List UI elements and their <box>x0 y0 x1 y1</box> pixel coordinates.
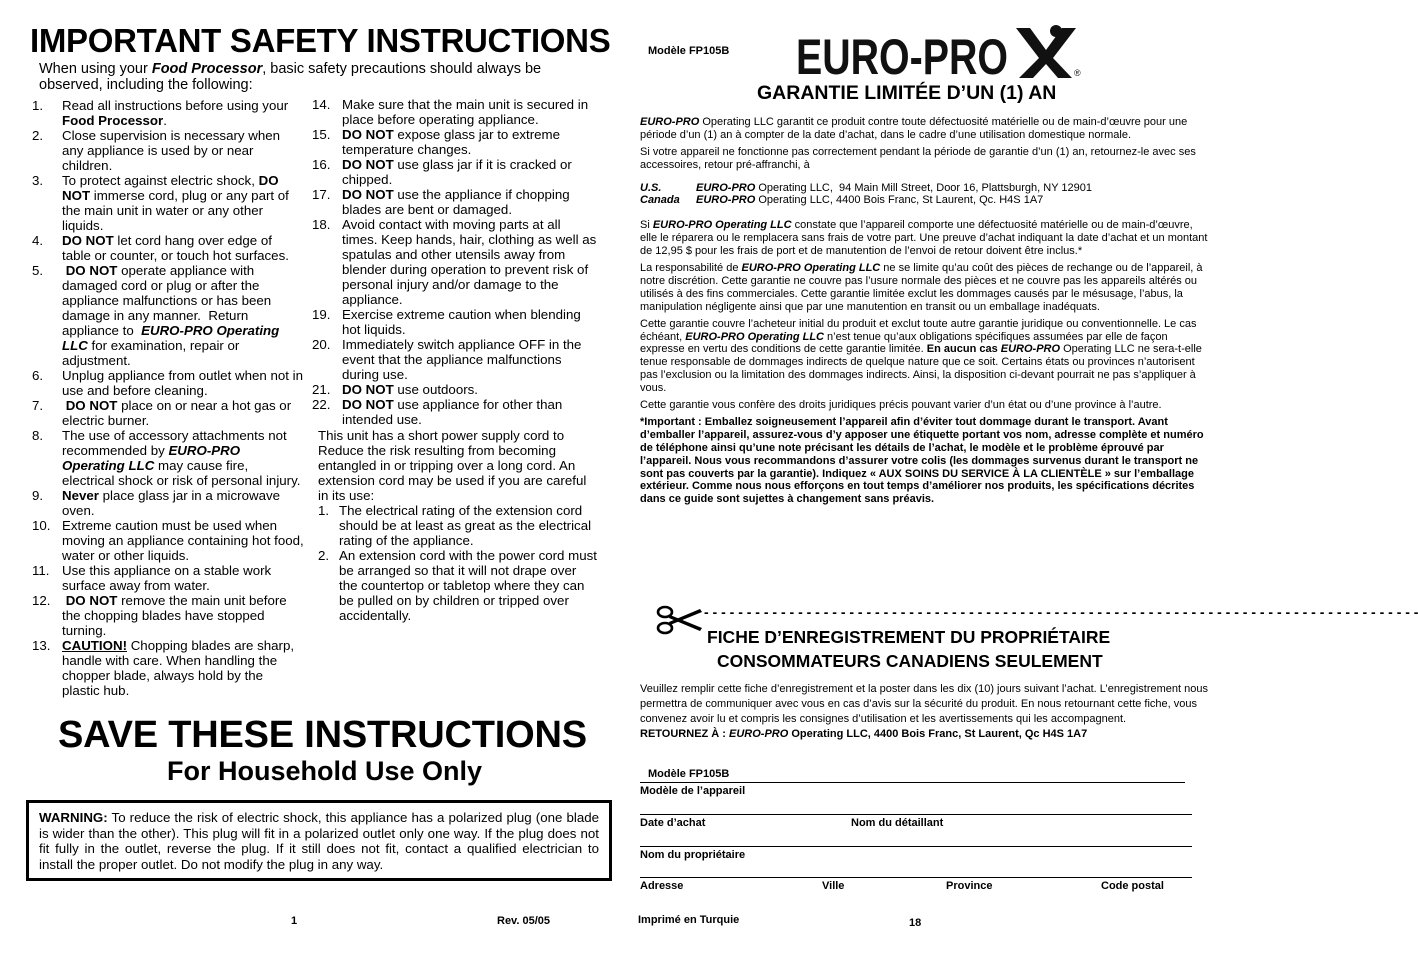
printed-in: Imprimé en Turquie <box>638 914 740 926</box>
cord-text: This unit has a short power supply cord to Reduce the risk resulting from becoming entangled in or tripping over a long cord. An extension cord may be used if you are careful in its use: <box>318 428 587 503</box>
address-country: Canada <box>640 194 680 207</box>
save-instructions-heading: SAVE THESE INSTRUCTIONS <box>58 714 587 756</box>
cord-item <box>312 548 597 623</box>
form-model-value: Modèle FP105B <box>648 768 730 780</box>
list-number: 18. <box>312 217 331 232</box>
warranty-paragraph: Si votre appareil ne fonctionne pas correctement pendant la période de garantie d’un (1) an, retournez-le avec ses accessoires, retour pré-affranchi, à <box>640 146 1196 171</box>
list-number: 14. <box>312 97 331 112</box>
list-number: 22. <box>312 397 331 412</box>
form-province-label: Province <box>946 880 993 892</box>
page-title: IMPORTANT SAFETY INSTRUCTIONS <box>30 22 611 59</box>
safety-item <box>32 638 304 698</box>
logo-registered: ® <box>1074 68 1081 78</box>
list-text: The electrical rating of the extension cord should be at least as great as the electrical rating of the appliance. <box>339 503 592 548</box>
form-line-model[interactable] <box>640 782 1185 783</box>
warranty-paragraph: Cette garantie couvre l’acheteur initial du produit et exclut toute autre garantie juridique ou conventionnelle. Le cas échéant, EURO-PRO Operating LLC n’est tenue qu’aux obligations spécifiques assumées par elle de façon expresse en vertu des conditions de cette garantie limitée. En aucun cas EURO-PRO Operating LLC ne sera-t-elle tenue responsable de dommages indirects de quelque nature que ce soit. Certains états ou provinces n’autorisent pas l’exclusion ou la limitation des dommages indirects. Ainsi, la disposition ci-devant pourrait ne pas s’appliquer à vous. <box>640 317 1202 394</box>
service-address <box>640 194 1210 207</box>
form-owner-label: Nom du propriétaire <box>640 849 746 861</box>
list-number: 20. <box>312 337 331 352</box>
warranty-paragraph: Cette garantie vous confère des droits juridiques précis pouvant varier d’un état ou d’une province à l’autre. <box>640 399 1162 412</box>
list-number: 7. <box>32 398 44 413</box>
intro-text: When using your Food Processor, basic safety precautions should always be observed, including the following: <box>39 61 542 93</box>
warranty-paragraph: La responsabilité de EURO-PRO Operating LLC ne se limite qu’au coût des pièces de rechange ou de l’appareil, à notre discrétion. Cette garantie ne couvre pas l’usure normale des pièces et ne couvre pas les appareils altérés ou utilisés à des fins commerciales. Cette garantie limitée exclut les dommages causés par le mésusage, l’abus, la manipulation négligente ainsi que par une manutention en transit ou un emballage inadéquats. <box>640 262 1203 313</box>
warning-box: WARNING: To reduce the risk of electric shock, this appliance has a polarized plug (one blade is wider than the other). This plug will fit in a polarized outlet only one way. If the plug does not fit fully in the outlet, reverse the plug. If it still does not fit, contact a qualified electrician to install the proper outlet. Do not modify the plug in any way. <box>26 800 612 881</box>
list-text: DO NOT use outdoors. <box>342 382 478 397</box>
safety-list-col1 <box>32 98 304 698</box>
list-number: 8. <box>32 428 44 443</box>
safety-item <box>32 233 304 263</box>
registration-title: FICHE D’ENREGISTREMENT DU PROPRIÉTAIRE <box>707 627 1111 647</box>
safety-item <box>312 397 597 427</box>
list-number: 3. <box>32 173 44 188</box>
euro-pro-logo <box>794 22 1084 85</box>
list-number: 16. <box>312 157 331 172</box>
scissors-icon <box>656 604 704 636</box>
list-text: Close supervision is necessary when any appliance is used by or near children. <box>62 128 281 173</box>
household-use-heading: For Household Use Only <box>167 756 483 786</box>
return-address: RETOURNEZ À : EURO-PRO Operating LLC, 4400 Bois Franc, St Laurent, Qc H4S 1A7 <box>640 728 1088 740</box>
list-text: Make sure that the main unit is secured in place before operating appliance. <box>342 97 589 127</box>
safety-item <box>32 263 304 368</box>
safety-item <box>312 127 597 157</box>
list-number: 21. <box>312 382 331 397</box>
list-text: DO NOT use glass jar if it is cracked or chipped. <box>342 157 572 187</box>
registration-subtitle: CONSOMMATEURS CANADIENS SEULEMENT <box>717 651 1103 671</box>
list-text: DO NOT place on or near a hot gas or electric burner. <box>62 398 292 428</box>
list-text: DO NOT use appliance for other than intended use. <box>342 397 563 427</box>
safety-item <box>32 518 304 563</box>
list-number: 1. <box>318 503 330 518</box>
safety-item <box>32 368 304 398</box>
safety-item <box>32 563 304 593</box>
safety-item <box>312 307 597 337</box>
list-text: DO NOT operate appliance with damaged cord or plug or after the appliance malfunctions or has been damage in any manner. Return appliance to EURO-PRO Operating LLC for examination, repair or adjustment. <box>62 263 280 368</box>
list-text: An extension cord with the power cord must be arranged so that it will not drape over the countertop or tabletop where they can be pulled on by children or tripped over accidentally. <box>339 548 597 623</box>
list-number: 6. <box>32 368 44 383</box>
safety-item <box>32 173 304 233</box>
warranty-text <box>640 116 1210 511</box>
list-number: 11. <box>32 563 50 578</box>
safety-item <box>32 593 304 638</box>
safety-item <box>32 98 304 128</box>
safety-item <box>312 157 597 187</box>
form-city-label: Ville <box>822 880 845 892</box>
list-text: DO NOT let cord hang over edge of table or counter, or touch hot surfaces. <box>62 233 289 263</box>
logo-wordmark: EURO-PRO <box>796 29 1008 85</box>
list-text: DO NOT remove the main unit before the chopping blades have stopped turning. <box>62 593 287 638</box>
list-text: Extreme caution must be used when moving an appliance containing hot food, water or other liquids. <box>62 518 304 563</box>
safety-item <box>312 97 597 127</box>
safety-item <box>32 428 304 488</box>
list-text: Exercise extreme caution when blending hot liquids. <box>342 307 581 337</box>
form-address-label: Adresse <box>640 880 684 892</box>
list-text: Use this appliance on a stable work surface away from water. <box>62 563 272 593</box>
page-number-right: 18 <box>909 917 922 929</box>
service-address <box>640 182 1210 195</box>
warranty-title: GARANTIE LIMITÉE D’UN (1) AN <box>757 82 1057 104</box>
model-number: Modèle FP105B <box>648 45 730 57</box>
list-text: DO NOT use the appliance if chopping blades are bent or damaged. <box>342 187 570 217</box>
list-text: Unplug appliance from outlet when not in use and before cleaning. <box>62 368 303 398</box>
list-number: 9. <box>32 488 44 503</box>
form-date-label: Date d’achat <box>640 817 706 829</box>
list-number: 15. <box>312 127 331 142</box>
form-line-address[interactable] <box>640 877 1192 878</box>
list-text: To protect against electric shock, DO NOT immerse cord, plug or any part of the main unit in water or any other liquids. <box>62 173 289 233</box>
safety-item <box>32 128 304 173</box>
list-number: 13. <box>32 638 51 653</box>
warranty-paragraph: *Important : Emballez soigneusement l’appareil afin d’éviter tout dommage durant le transport. Avant d’emballer l’appareil, assurez-vous d’y apposer une étiquette portant vos nom, adresse complète et numéro de téléphone ainsi qu’une note précisant les détails de l’achat, le modèle et le problème éprouvé par l’appareil. Nous vous recommandons d’assurer votre colis (les dommages survenus durant le transport ne sont pas couverts par la garantie). Indiquez « AUX SOINS DU SERVICE À LA CLIENTÈLE » sur l’emballage extérieur. Comme nous nous efforçons en tout temps d’améliorer nos produits, les spécifications décrites dans ce guide sont sujettes à changement sans préavis. <box>640 416 1204 506</box>
revision-date: Rev. 05/05 <box>497 915 551 927</box>
form-line-date[interactable] <box>640 814 1192 815</box>
safety-item <box>32 398 304 428</box>
list-number: 1. <box>32 98 44 113</box>
form-line-owner[interactable] <box>640 846 1192 847</box>
registration-text: Veuillez remplir cette fiche d’enregistrement et la poster dans les dix (10) jours suivant l’achat. L’enregistrement nous permettra de communiquer avec vous en cas d’avis sur la sécurité du produit. En nous retournant cette fiche, vous convenez avoir lu et compris les consignes d’utilisation et les avertissements qui les accompagnent. RETOURNEZ À : EURO-PRO Operating LLC, 4400 Bois Franc, St Laurent, Qc H4S 1A7 <box>640 683 1209 740</box>
list-text: The use of accessory attachments not recommended by EURO-PRO Operating LLC may cause fire, electrical shock or risk of personal injury. <box>62 428 301 488</box>
list-text: Immediately switch appliance OFF in the event that the appliance malfunctions during use. <box>342 337 582 382</box>
warranty-paragraph: Si EURO-PRO Operating LLC constate que l’appareil comporte une défectuosité matérielle ou de main-d’œuvre, elle le réparera ou le remplacera sans frais de votre part. Une preuve d’achat indiquant la date d’achat et un montant de 12,95 $ pour les frais de port et de manutention de l’envoi de retour doivent être inclus.* <box>640 219 1208 257</box>
cord-item <box>312 503 597 548</box>
logo-x-mark-icon <box>1016 25 1076 78</box>
page-number-left: 1 <box>291 915 298 927</box>
warranty-paragraph: EURO-PRO Operating LLC garantit ce produit contre toute défectuosité matérielle ou de main-d’œuvre pour une période d’un (1) an à compter de la date d’achat, dans le cadre d’une utilisation domestique normale. <box>640 116 1188 141</box>
safety-item <box>312 217 597 307</box>
list-text: Read all instructions before using your Food Processor. <box>62 98 289 128</box>
address-text: EURO-PRO Operating LLC, 94 Main Mill Street, Door 16, Plattsburgh, NY 12901 <box>696 181 1092 194</box>
list-number: 4. <box>32 233 44 248</box>
form-postal-label: Code postal <box>1101 880 1164 892</box>
address-country: U.S. <box>640 181 662 194</box>
safety-item <box>32 488 304 518</box>
list-text: Never place glass jar in a microwave oven. <box>62 488 281 518</box>
safety-list-col2 <box>312 97 597 623</box>
safety-item <box>312 382 597 397</box>
list-text: CAUTION! Chopping blades are sharp, handle with care. When handling the chopper blade, always hold by the plastic hub. <box>62 638 295 698</box>
form-model-label: Modèle de l’appareil <box>640 785 746 797</box>
address-text: EURO-PRO Operating LLC, 4400 Bois Franc, St Laurent, Qc. H4S 1A7 <box>696 194 1044 207</box>
list-number: 5. <box>32 263 44 278</box>
safety-item <box>312 187 597 217</box>
list-text: DO NOT expose glass jar to extreme temperature changes. <box>342 127 561 157</box>
list-number: 2. <box>32 128 44 143</box>
list-text: Avoid contact with moving parts at all times. Keep hands, hair, clothing as well as spatulas and other utensils away from blender during operation to prevent risk of personal injury and/or damage to the appliance. <box>342 217 597 307</box>
safety-item <box>312 337 597 382</box>
form-retailer-label: Nom du détaillant <box>851 817 944 829</box>
list-number: 2. <box>318 548 330 563</box>
cut-line: - - - - - - - - - - - - - - - - - - - - - - - - - - - - - - - - - - - - - - - - - - - - - - - - - - - - - - - - - - - - - - - - - - - - - - - - - - - - - - - - - - - - <box>704 604 1418 620</box>
list-number: 12. <box>32 593 51 608</box>
list-number: 19. <box>312 307 331 322</box>
list-number: 10. <box>32 518 51 533</box>
list-number: 17. <box>312 187 331 202</box>
